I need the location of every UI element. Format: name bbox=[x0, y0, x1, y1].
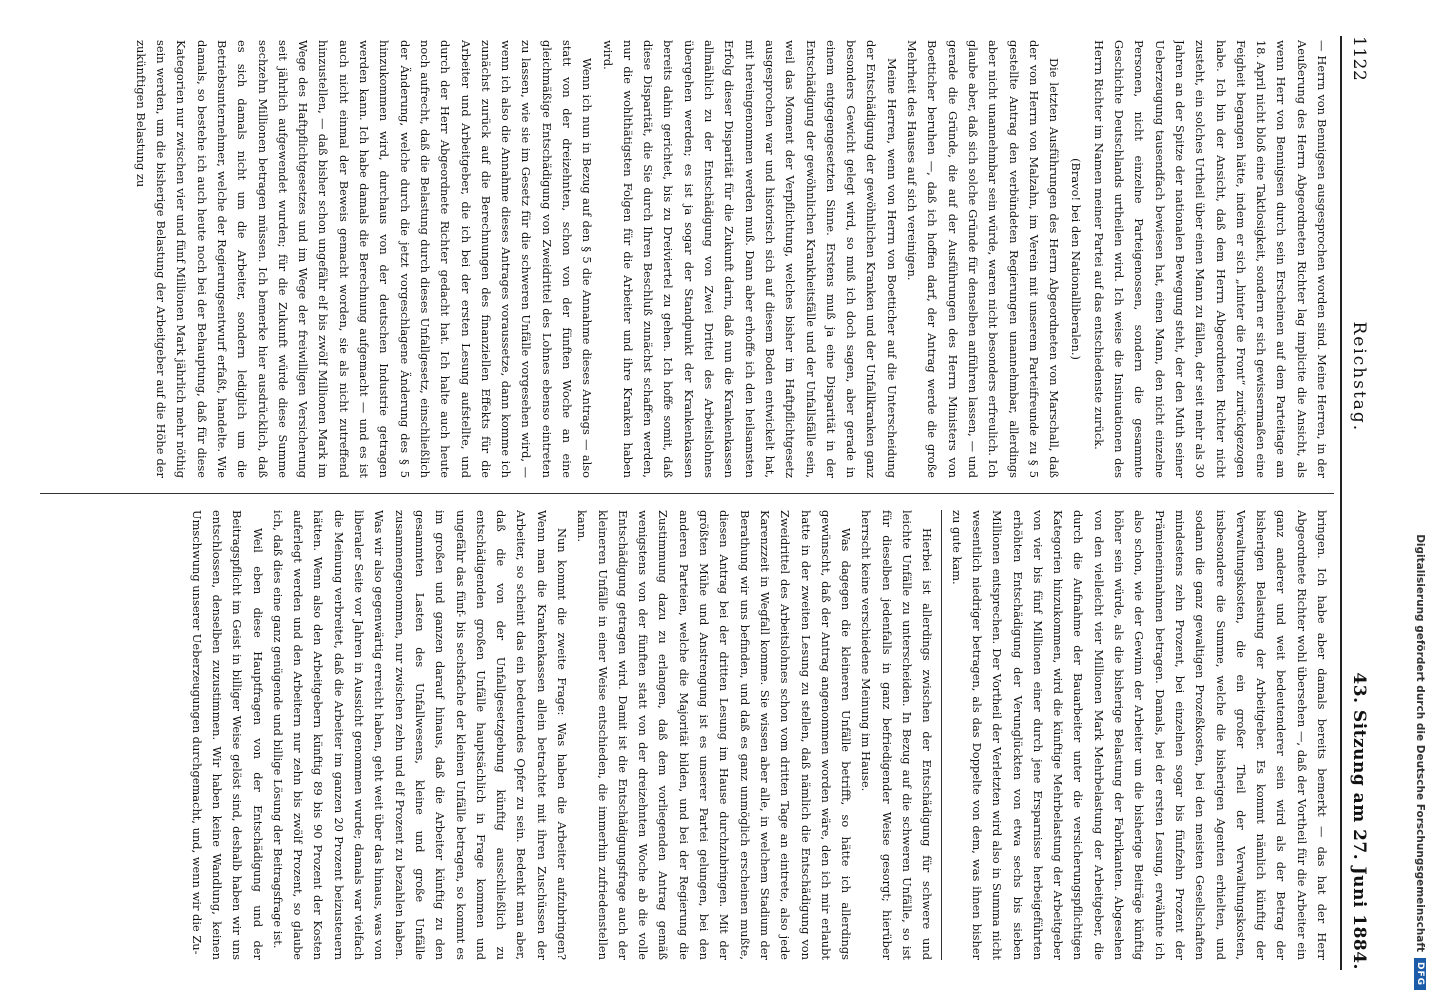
paragraph: Meine Herren, wenn von Herrn von Boetticher auf die Unterscheidung der Entschädigung der gewöhnlichen Kranken und der Unfallkranken ganz besonders Gewicht gelegt wird, so muß ich doch sagen, aber gerade in einem entgegengesetzten Sinne. Erstens muß ja eine Disparität in der Entschädigung der gewöhnlichen Krankheitsfälle und der Unfallsfälle sein, weil das Moment der Verpflichtung, welches bisher im Haftpflichtgesetz ausgesprochen war und historisch sich auf diesem Boden entwickelt hat, mit hereingenommen werden muß. Dann aber erhoffe ich den heilsamsten Erfolg dieser Disparität für die Zukunft darin, daß nun die Krankenkassen allmählich zu der Entschädigung von Zwei Drittel des Arbeitslohnes übergehen werden; es ist ja sogar der Standpunkt der Krankenkassen bereits dahin gerichtet, bis zu Dreiviertel zu gehen. Ich hoffe somit, daß diese Disparität, die Sie durch Ihren Beschluß zunächst schaffen werden, nur die wohlthätigsten Folgen für die Arbeiter und ihre Kranken haben wird. bbox=[600, 40, 899, 478]
paragraph: Nun kommt die zweite Frage: Was haben die Arbeiter aufzubringen? Wenn man die Krankenkassen allein betrachtet mit ihren Zuschüssen der Arbeiter, so scheint das ein bedeutendes Opfer zu sein. Bedenkt man aber, daß die von der Unfallgesetzgebung künftig ausschließlich zu entschädigenden großen Unfälle hauptsächlich in Frage kommen und ungefähr das fünf- bis sechsfache der kleinen Unfälle betragen, so kommt es im großen und ganzen darauf hinaus, daß die Arbeiter künftig zu den gesammten Lasten des Unfallwesens, kleine und große Unfälle zusammengenommen, nur zwischen zehn und elf Prozent zu bezahlen haben. Was wir also gegenwärtig erreicht haben, geht weit über das hinaus, was von liberaler Seite vor Jahren in Aussicht genommen wurde; damals war vielfach die Meinung verbreitet, daß die Arbeiter im ganzen 20 Prozent beizusteuern hätten. Wenn also den Arbeitgebern künftig 89 bis 90 Prozent der Kosten auferlegt werden und den Arbeitern nur zehn bis zwölf Prozent, so glaube ich, daß dies eine ganz genügende und billige Lösung der Beitragsfrage ist. bbox=[270, 510, 570, 960]
paragraph: Was dagegen die kleineren Unfälle betrifft, so hätte ich allerdings gewünscht, daß der Antrag angenommen worden wäre, den ich mir erlaubt hatte in der zweiten Lesung zu stellen, daß nämlich die Entschädigung von Zweidrittel des Arbeitslohnes schon vom dritten Tage an eintrete, also jede Karenzzeit in Wegfall komme. Sie wissen aber alle, in welchem Stadium der Berathung wir uns befinden, und daß es ganz unmöglich erscheinen mußte, diesen Antrag bei der dritten Lesung im Hause durchzubringen. Mit der größten Mühe und Anstrengung ist es unserer Partei gelungen, bei den anderen Parteien, welche die Majorität bilden, und bei der Regierung die Zustimmung dazu zu erlangen, daß dem vorliegenden Antrag gemäß wenigstens von der fünften statt von der dreizehnten Woche ab die volle Entschädigung getragen wird. Damit ist die Entschädigungsfrage auch der kleineren Unfälle in einer Weise entschieden, die immerhin zufriedenstellen kann. bbox=[575, 510, 854, 960]
digitization-stamp bbox=[1408, 0, 1432, 1000]
paragraph: Hierbei ist allerdings zwischen der Entschädigung für schwere und leichte Unfälle zu unterscheiden. In Bezug auf die schweren Unfälle, so ist für dieselben jedenfalls in ganz befriedigender Weise gesorgt; hierüber herrscht keine verschiedene Meinung im Hause. bbox=[859, 510, 935, 960]
section-divider bbox=[941, 510, 942, 960]
column-divider bbox=[40, 493, 1334, 494]
digitization-stamp-text bbox=[1408, 0, 1432, 990]
paragraph: — Herrn von Bennigsen ausgesprochen worden sind. Meine Herren, in der Aeußerung des Herrn Abgeordneten Richter lag implicite die Ansicht, als wenn Herr von Bennigsen durch sein Erscheinen auf dem Parteitage am 18. April nicht bloß eine Taktlosigkeit, sondern er sich gewissermaßen eine Feigheit begangen hätte, indem er sich „hinter die Front“ zurückgezogen habe. Ich bin der Ansicht, daß dem Herrn Abgeordneten Richter nicht zusteht, ein solches Urtheil über einen Mann zu fällen, der seit mehr als 30 Jahren an der Spitze der nationalen Bewegung steht, der den Muth seiner Ueberzeugung tausendfach bewiesen hat, einen Mann, den nicht einzelne Personen, nicht einzelne Parteigenossen, sondern die gesammte Geschichte Deutschlands urtheilen wird. Ich weise die Insinuationen des Herrn Richter im Namen meiner Partei auf das entschiedenste zurück. bbox=[1091, 40, 1329, 478]
sitting-date: 43. Sitzung am 27. Juni 1884. bbox=[1349, 672, 1369, 970]
stamp-label: Digitalisierung gefördert durch die Deutsche Forschungsgemeinschaft bbox=[1414, 534, 1426, 952]
right-column bbox=[40, 510, 1332, 960]
page-number: 1122 bbox=[1349, 36, 1369, 82]
paragraph: Die letzten Ausführungen des Herrn Abgeordneten von Marschall, daß der von Herrn von Malzahn, im Verein mit unserem Parteifreunde zu § 5 gestellte Antrag den verbündeten Regierungen unannehmbar, allerdings aber nicht unannehmbar sein würde, waren nicht besonders erfreulich. Ich glaube aber, daß sich solche Gründe für denselben anführen lassen, — und gerade die Gründe, die auf der Ausführungen des Herrn Ministers von Boetticher beruhen —, daß ich hoffen darf, der Antrag werde die große Mehrheit des Hauses auf sich vereinigen. bbox=[905, 40, 1062, 478]
publication-name: Reichstag. bbox=[1349, 321, 1369, 433]
header-rule bbox=[1340, 36, 1342, 970]
paragraph: Wenn ich nun in Bezug auf den § 5 die Annahme dieses Antrags — also statt von der dreizehnten, schon von der fünften Woche an eine gleichmäßige Entschädigung von Zweidrittel des Lohnes ebenso eintreten zu lassen, wie sie im Gesetz für die schweren Unfälle vorgesehen wird, — wenn ich also die Annahme dieses Antrages voraussetze, dann komme ich zunächst zurück auf die Berechnungen des finanziellen Effekts für die Arbeiter und Arbeitgeber, die ich bei der ersten Lesung aufstellte, und durch der Herr Abgeordnete Richter gedacht hat. Ich halte auch heute noch aufrecht, daß die Belastung durch dieses Unfallgesetz, einschließlich der Änderung, welche durch die jetzt vorgeschlagene Änderung des § 5 hinzukommen wird, durchaus von der deutschen Industrie getragen werden kann. Ich habe damals die Berechnung aufgemacht — und es ist auch nicht einmal der Beweis gemacht worden, sie als nicht zutreffend hinzustellen, — daß bisher schon ungefähr elf bis zwölf Millionen Mark im Wege des Haftpflichtgesetzes und im Wege der freiwilligen Versicherung seit jährlich aufgewendet wurden; für die Zukunft würde diese Summe sechzehn Millionen betragen müssen. Ich bemerke hier ausdrücklich, daß es sich damals nicht um die Arbeiter, sondern lediglich um die Betriebsunternehmer, welche der Regierungsentwurf erfaßt, handelte. Wie damals, so bestehe ich auch heute noch bei der Behauptung, daß für diese Kategorien nur zwischen vier und fünf Millionen Mark jährlich mehr nöthig sein werden, um die bisherige Belastung der Arbeitgeber auf die Höhe der zukünftigen Belastung zu bbox=[133, 40, 595, 478]
paragraph: Weil eben diese Hauptfragen von der Entschädigung und der Beitragspflicht im Geist in billiger Weise gelöst sind, deshalb haben wir uns entschlossen, denselben zuzustimmen. Wir haben keine Wandlung, keinen Umschwung unserer Ueberzeugungen durchgemacht, und, wenn wir die Zu- bbox=[189, 510, 265, 960]
interjection: (Bravo! bei den Nationalliberalen.) bbox=[1069, 158, 1084, 360]
paragraph: bringen. Ich habe aber damals bereits bemerkt — das hat der Herr Abgeordnete Richter wohl übersehen —, daß der Vortheil für die Arbeiter ein ganz anderer und weit bedeutenderer sein wird als der Betrag der bisherigen Belastung der Arbeitgeber. Es kommt nämlich künftig der Verwaltungskosten, die ein großer Theil der Verwaltungskosten, insbesondere die Summe, welche die bisherigen Agenten erhielten, und sodann die ganz gewaltigen Prozeßkosten, bei den meisten Gesellschaften mindestens zehn Prozent, bei einzelnen sogar bis fünfzehn Prozent der Prämieneinnahmen betragen. Damals, bei der ersten Lesung, erwähnte ich also schon, wie der Gewinn der Arbeiter um die bisherige Beiträge künftig höher sein würde, als die bisherige Belastung der Fabrikanten. Abgesehen von den vielleicht vier Millionen Mark Mehrbelastung der Arbeitgeber, die durch die Aufnahme der Bauarbeiter unter die versicherungspflichtigen Kategorien hinzukommen, wird die künftige Mehrbelastung der Arbeitgeber von vier bis fünf Millionen einer durch jene Ersparnisse herbeigeführten erhöhten Entschädigung der Verunglückten von etwa sechs bis sieben Millionen entsprechen. Der Vortheil der Verletzten wird also in Summa nicht wesentlich niedriger betragen, als das Doppelte von dem, was ihnen bisher zu gute kam. bbox=[949, 510, 1329, 960]
left-column bbox=[40, 40, 1332, 478]
dfg-logo-icon: DFG bbox=[1414, 958, 1426, 990]
page-header bbox=[1346, 36, 1372, 970]
